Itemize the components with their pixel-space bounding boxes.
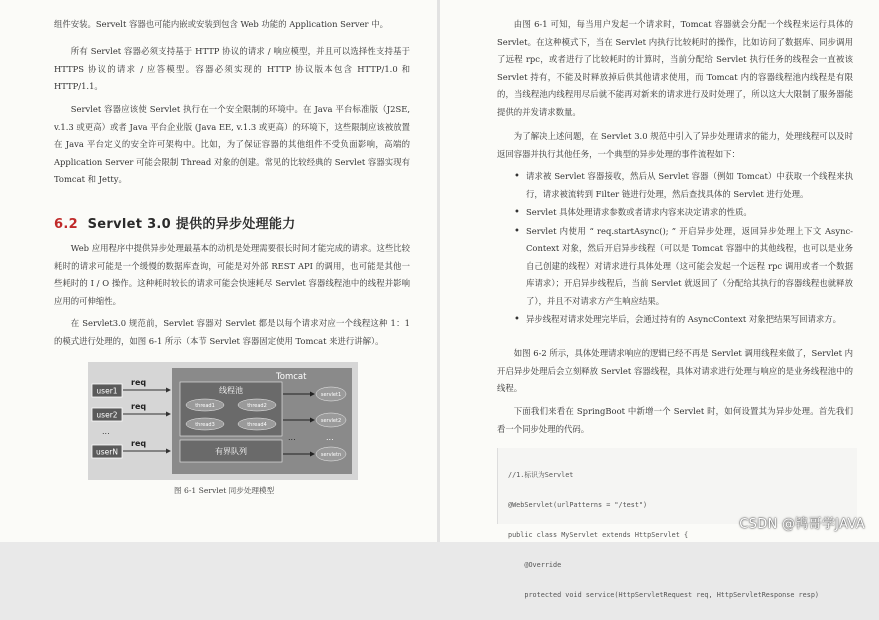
- right-paragraph-2: 为了解决上述问题，在 Servlet 3.0 规范中引入了异步处理请求的能力，处理线程可以及时返回容器并执行其他任务，一个典型的异步处理的事件流程如下：: [497, 131, 853, 159]
- list-item: • 请求被 Servlet 容器接收，然后从 Servlet 容器（例如 Tomcat）中获取一个线程来执行，请求被流转到 Filter 链进行处理，然后查找具体的 Servlet 进行处理。: [512, 168, 853, 203]
- right-paragraph-3: 如图 6-2 所示，具体处理请求响应的逻辑已经不再是 Servlet 调用线程来做了，Servlet 内开启异步处理后会立刻释放 Servlet 容器线程，具体对请求进行处理与响应的是业务线程池中的线程。: [497, 348, 853, 393]
- section-number: 6.2: [54, 217, 78, 232]
- req-label-1: req: [131, 378, 147, 387]
- user-box-1: [92, 384, 122, 397]
- bounded-queue-label: 有界队列: [215, 447, 247, 456]
- left-paragraph-4: Web 应用程序中提供异步处理最基本的动机是处理需要很长时间才能完成的请求。这些比较耗时的请求可能是一个缓慢的数据库查询，可能是对外部 REST API 的调用，也可能是其他一些耗时的 I / O 操作。这种耗时较长的请求可能会快速耗尽 Servlet 容器线程池中的线程并影响应用的可伸缩性。: [54, 243, 410, 306]
- servlet-label-n: servletn: [320, 452, 342, 458]
- figure-diagram: [88, 362, 358, 480]
- servlet-oval-n: [316, 447, 346, 461]
- thread-pool-label: 线程池: [219, 386, 243, 395]
- left-paragraph-2: 所有 Servlet 容器必须支持基于 HTTP 协议的请求 / 响应模型，并且可以选择性支持基于 HTTPS 协议的请求 / 应答模型。容器必须实现的 HTTP 协议版本包含 HTTP/1.0 和 HTTP/1.1。: [54, 46, 410, 91]
- left-paragraph-5: 在 Servlet3.0 规范前，Servlet 容器对 Servlet 都是以每个请求对应一个线程这种 1：1 的模式进行处理的，如图 6-1 所示（本节 Servlet 容器固定使用 Tomcat 来进行讲解）。: [54, 318, 410, 346]
- user-label-n: userN: [96, 447, 118, 457]
- thread-oval-1: [186, 399, 224, 411]
- thread-oval-3: [186, 418, 224, 430]
- csdn-watermark: CSDN @鸨哥学JAVA: [739, 517, 865, 532]
- code-line: @Override: [508, 561, 562, 569]
- servlet-label-2: servlet2: [320, 418, 342, 424]
- figure-servlet-sync-model: [88, 362, 358, 480]
- req-label-2: req: [131, 402, 147, 411]
- left-paragraph-1: 组件安装。Servelt 容器也可能内嵌或安装到包含 Web 功能的 Application Server 中。: [54, 19, 388, 29]
- servlet-ellipsis: ...: [326, 433, 334, 442]
- servlet-oval-2: [316, 413, 346, 427]
- code-line: protected void service(HttpServletRequest req, HttpServletResponse resp): [508, 591, 819, 599]
- code-line: public class MyServlet extends HttpServlet {: [508, 531, 689, 539]
- user-label-2: user2: [96, 410, 118, 420]
- left-paragraph-3: Servlet 容器应该使 Servlet 执行在一个安全限制的环境中。在 Java 平台标准版（J2SE, v.1.3 或更高）或者 Java 平台企业版 (Java EE, v.1.3 或更高）的环境下，这些限制应该被放置在 Java 平台定义的安全许可架构中。比如，为了保证容器的其他组件不受负面影响，高端的 Application Server 可能会限制 Thread 对象的创建。常见的比较经典的 Servlet 容器实现有 Tomcat 和 Jetty。: [54, 104, 410, 184]
- event-flow-list: [512, 168, 853, 330]
- left-page: [0, 0, 438, 542]
- right-paragraph-4: 下面我们来看在 SpringBoot 中新增一个 Servlet 时，如何设置其为异步处理。首先我们看一个同步处理的代码。: [497, 406, 853, 434]
- right-paragraph-1: 由图 6-1 可知，每当用户发起一个请求时，Tomcat 容器就会分配一个线程来运行具体的 Servlet。在这种模式下，当在 Servlet 内执行比较耗时的操作，比如访问了数据库、同步调用了远程 rpc，或者进行了比较耗时的计算时，当前分配给 Servlet 执行任务的线程会一直被该 Servlet 持有，不能及时释放掉后供其他请求使用，而 Tomcat 内的容器线程池内线程是有限的，当线程池内线程用尽后就不能再对新来的请求进行及时处理了，所以这大大限制了服务器能提供的并发请求数量。: [497, 19, 853, 117]
- tomcat-label: Tomcat: [276, 372, 307, 382]
- code-line: @WebServlet(urlPatterns = "/test"): [508, 501, 648, 509]
- thread-label-2: thread2: [247, 403, 267, 409]
- user-box-2: [92, 408, 122, 421]
- list-item: • Servlet 内使用 “ req.startAsync(); ” 开启异步处理，返回异步处理上下文 Async-Context 对象，然后开启异步线程（可以是 Tomcat 容器中的其他线程，也可以是业务自己创建的线程）对请求进行具体处理（这可能会发起一个远程 rpc 调用或者一个数据库请求）；开启异步线程后，当前 Servlet 就返回了（分配给其执行的容器线程也就释放了），并且不对请求方产生响应结果。: [512, 223, 853, 311]
- section-heading: [54, 213, 296, 232]
- middle-ellipsis: ...: [288, 433, 296, 442]
- servlet-label-1: servlet1: [320, 392, 342, 398]
- code-line: //1.标识为Servlet: [508, 471, 574, 479]
- figure-caption: 图 6-1 Servlet 同步处理模型: [174, 486, 275, 495]
- servlet-oval-1: [316, 387, 346, 401]
- user-label-1: user1: [96, 386, 118, 396]
- thread-label-3: thread3: [195, 422, 215, 428]
- thread-oval-4: [238, 418, 276, 430]
- req-label-n: req: [131, 439, 147, 448]
- thread-label-4: thread4: [247, 422, 267, 428]
- list-item: • Servlet 具体处理请求参数或者请求内容来决定请求的性质。: [512, 204, 853, 222]
- user-ellipsis: ...: [102, 427, 110, 436]
- thread-oval-2: [238, 399, 276, 411]
- section-title: Servlet 3.0 提供的异步处理能力: [87, 217, 296, 232]
- thread-label-1: thread1: [195, 403, 215, 409]
- user-box-n: [92, 445, 122, 458]
- list-item: • 异步线程对请求处理完毕后，会通过持有的 AsyncContext 对象把结果写回请求方。: [512, 311, 853, 329]
